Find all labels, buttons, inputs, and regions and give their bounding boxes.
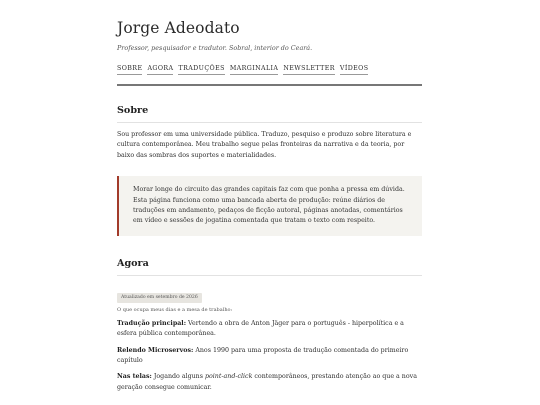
agora-intro-note: O que ocupa meus dias e a mesa de trabalho: xyxy=(117,306,233,313)
main-nav xyxy=(117,65,422,75)
section-heading-wrapper xyxy=(117,105,422,123)
nav-link-agora[interactable]: AGORA xyxy=(147,65,173,75)
agora-item-rereading xyxy=(117,346,422,367)
agora-item-translation xyxy=(117,319,422,340)
item-text: Anos 1990 para uma proposta de tradução comentada do primeiro capítulo xyxy=(117,346,409,365)
nav-link-newsletter[interactable]: NEWSLETTER xyxy=(283,65,335,75)
sobre-blockquote xyxy=(117,176,422,236)
item-label: Relendo Microservos: xyxy=(117,346,194,354)
sobre-intro-text: Sou professor em uma universidade pública. Traduzo, pesquiso e produzo sobre literatura e cultura contemporânea. Meu trabalho segue pelas fronteiras da narrativa e da teoria, por baixo das sombras dos suportes e materialidades. xyxy=(117,131,412,159)
item-emphasis: point-and-click xyxy=(204,373,253,381)
item-text: Jogando alguns xyxy=(151,373,205,381)
page-container xyxy=(117,0,422,393)
item-text: Vertendo a obra de Anton Jäger para o português - hiperpolítica e a esfera pública contemporânea. xyxy=(117,319,404,338)
section-heading-wrapper xyxy=(117,258,422,276)
updated-row xyxy=(117,283,422,303)
item-label: Nas telas: xyxy=(117,373,152,381)
nav-link-marginalia[interactable]: MARGINALIA xyxy=(230,65,279,75)
agora-item-screens xyxy=(117,372,422,393)
sobre-quote-text: Morar longe do circuito das grandes capitais faz com que ponha a pressa em dúvida. Esta página funciona como uma bancada aberta de produção: reúne diários de traduções em andamento, pedaços de ficção autoral, páginas anotadas, comentários em vídeo e sessões de jogatina comentada que tratam o texto com respeito. xyxy=(133,186,405,225)
nav-link-traducoes[interactable]: TRADUÇÕES xyxy=(178,65,224,75)
section-heading-agora: Agora xyxy=(117,257,149,269)
item-label: Tradução principal: xyxy=(117,319,187,327)
section-sobre xyxy=(117,105,422,236)
item-text: contemporâneos, prestando atenção ao que a nova geração consegue comunicar. xyxy=(117,373,417,391)
section-heading-sobre: Sobre xyxy=(117,105,149,116)
header-divider xyxy=(117,84,422,86)
site-title[interactable]: Jorge Adeodato xyxy=(117,19,240,37)
updated-badge: Atualizado em setembro de 2026 xyxy=(117,293,202,303)
site-header xyxy=(117,18,422,86)
site-tagline: Professor, pesquisador e tradutor. Sobral, interior do Ceará. xyxy=(117,44,313,52)
section-agora xyxy=(117,258,422,393)
nav-link-videos[interactable]: VÍDEOS xyxy=(340,65,369,75)
nav-link-sobre[interactable]: SOBRE xyxy=(117,65,142,75)
